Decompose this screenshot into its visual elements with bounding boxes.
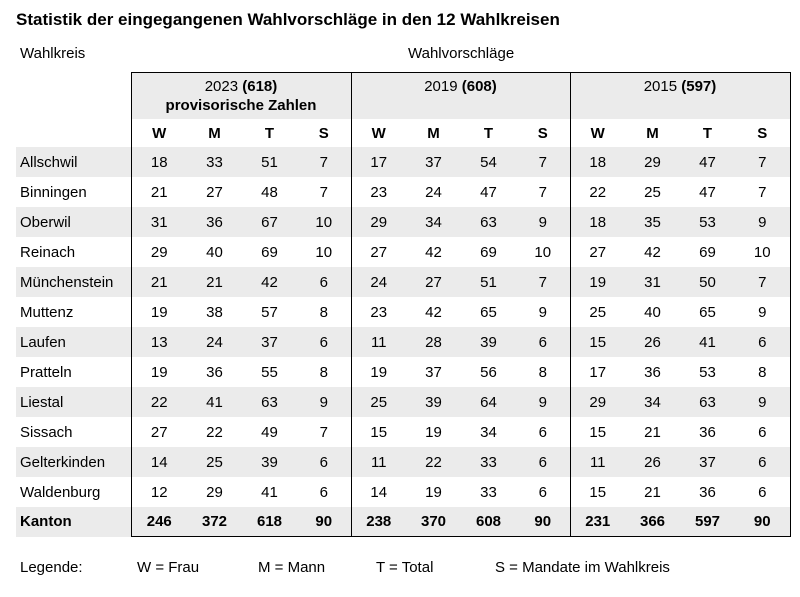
wahlkreis-label: Wahlkreis (20, 45, 86, 62)
value-cell: 37 (680, 447, 735, 477)
value-cell: 19 (351, 357, 406, 387)
value-cell: 33 (187, 147, 242, 177)
value-cell: 6 (319, 483, 328, 501)
wahlkreis-name: Laufen (16, 327, 131, 357)
group-year: 2015 (643, 78, 678, 95)
value-cell: 6 (297, 447, 351, 477)
value-cell: 40 (644, 303, 661, 321)
value-cell: 27 (570, 237, 625, 267)
wahlkreis-name: Binningen (20, 183, 87, 201)
table-row (16, 267, 790, 297)
table-row (16, 237, 790, 267)
value-cell: 33 (480, 483, 497, 501)
value-cell: 7 (735, 177, 790, 207)
value-cell: 34 (480, 423, 497, 441)
wahlvorschlaege-label: Wahlvorschläge (408, 45, 515, 62)
value-cell: 21 (644, 423, 661, 441)
column-header: W (131, 119, 187, 147)
value-cell: 39 (406, 387, 461, 417)
group-header-row (16, 73, 790, 120)
value-cell: 9 (516, 207, 570, 237)
value-cell: 29 (625, 147, 680, 177)
value-cell: 26 (625, 327, 680, 357)
value-cell: 10 (534, 243, 552, 261)
value-cell: 47 (699, 183, 716, 201)
value-cell: 54 (461, 147, 516, 177)
value-cell: 65 (699, 303, 716, 321)
value-cell: 57 (261, 303, 278, 321)
value-cell: 27 (206, 183, 223, 201)
value-cell: 42 (242, 267, 297, 297)
value-cell: 13 (131, 327, 187, 357)
table-row (16, 297, 790, 327)
value-cell: 6 (735, 477, 790, 507)
value-cell: 26 (625, 447, 680, 477)
value-cell: 47 (480, 183, 497, 201)
column-header: M (646, 124, 659, 142)
table-row (16, 207, 790, 237)
value-cell: 25 (351, 387, 406, 417)
total-cell: 246 (131, 507, 187, 537)
wahlkreis-name: Sissach (20, 423, 73, 441)
corner-cell (16, 73, 131, 120)
value-cell: 7 (319, 183, 328, 201)
wahlkreis-name: Liestal (16, 387, 131, 417)
value-cell: 36 (699, 483, 716, 501)
value-cell: 25 (570, 297, 625, 327)
wahlkreis-name: Reinach (20, 243, 76, 261)
value-cell: 19 (425, 423, 442, 441)
value-cell: 53 (699, 363, 716, 381)
value-cell: 56 (480, 363, 497, 381)
legend-item-m: M = Mann (258, 559, 326, 576)
value-cell: 51 (242, 147, 297, 177)
value-cell: 17 (351, 147, 406, 177)
value-cell: 6 (538, 483, 547, 501)
value-cell: 29 (351, 207, 406, 237)
value-cell: 8 (319, 363, 328, 381)
total-cell: 90 (516, 507, 570, 537)
value-cell: 7 (735, 147, 790, 177)
statistics-table (16, 72, 791, 537)
value-cell: 22 (570, 177, 625, 207)
value-cell: 69 (480, 243, 497, 261)
wahlkreis-name: Allschwil (16, 147, 131, 177)
value-cell: 64 (461, 387, 516, 417)
value-cell: 9 (516, 387, 570, 417)
value-cell: 69 (261, 243, 278, 261)
value-cell: 7 (319, 423, 328, 441)
total-cell: 597 (680, 507, 735, 537)
page-title: Statistik der eingegangenen Wahlvorschläge in den 12 Wahlkreisen (16, 10, 560, 29)
value-cell: 22 (206, 423, 223, 441)
value-cell: 10 (315, 243, 333, 261)
value-cell: 55 (261, 363, 278, 381)
value-cell: 35 (625, 207, 680, 237)
value-cell: 10 (735, 237, 790, 267)
total-cell: 370 (406, 507, 461, 537)
value-cell: 9 (538, 303, 547, 321)
value-cell: 6 (735, 417, 790, 447)
value-cell: 47 (680, 147, 735, 177)
value-cell: 9 (735, 297, 790, 327)
value-cell: 36 (699, 423, 716, 441)
value-cell: 6 (735, 327, 790, 357)
value-cell: 39 (242, 447, 297, 477)
value-cell: 7 (516, 267, 570, 297)
wahlkreis-name: Waldenburg (20, 483, 101, 501)
value-cell: 8 (735, 357, 790, 387)
column-header: W (351, 119, 406, 147)
wahlkreis-name: Gelterkinden (16, 447, 131, 477)
value-cell: 7 (516, 147, 570, 177)
group-year: 2023 (204, 78, 239, 95)
table-row (16, 417, 790, 447)
value-cell: 38 (206, 303, 223, 321)
group-header-2023 (131, 73, 351, 120)
total-label: Kanton (16, 507, 131, 537)
group-year-line (352, 77, 570, 96)
table-row (16, 387, 790, 417)
table-row (16, 357, 790, 387)
value-cell: 63 (461, 207, 516, 237)
column-header: M (427, 124, 440, 142)
value-cell: 15 (570, 417, 625, 447)
value-cell: 27 (351, 237, 406, 267)
group-total: (608) (461, 78, 497, 95)
value-cell: 24 (351, 267, 406, 297)
value-cell: 11 (570, 447, 625, 477)
value-cell: 29 (131, 237, 187, 267)
total-cell: 90 (735, 507, 790, 537)
value-cell: 31 (625, 267, 680, 297)
value-cell: 12 (131, 477, 187, 507)
value-cell: 28 (406, 327, 461, 357)
value-cell: 23 (351, 297, 406, 327)
value-cell: 42 (425, 243, 442, 261)
value-cell: 27 (131, 417, 187, 447)
value-cell: 23 (351, 177, 406, 207)
total-cell: 618 (242, 507, 297, 537)
legend-item-s: S = Mandate im Wahlkreis (495, 559, 670, 576)
value-cell: 21 (644, 483, 661, 501)
total-cell: 366 (625, 507, 680, 537)
value-cell: 37 (406, 147, 461, 177)
value-cell: 18 (131, 147, 187, 177)
value-cell: 11 (351, 447, 406, 477)
total-cell: 372 (187, 507, 242, 537)
value-cell: 9 (735, 387, 790, 417)
total-cell: 238 (351, 507, 406, 537)
value-cell: 36 (644, 363, 661, 381)
value-cell: 69 (699, 243, 716, 261)
value-cell: 42 (425, 303, 442, 321)
value-cell: 36 (187, 207, 242, 237)
column-header: M (208, 124, 221, 142)
value-cell: 39 (461, 327, 516, 357)
value-cell: 29 (570, 387, 625, 417)
value-cell: 25 (187, 447, 242, 477)
table-row (16, 447, 790, 477)
value-cell: 19 (131, 297, 187, 327)
value-cell: 34 (406, 207, 461, 237)
value-cell: 49 (261, 423, 278, 441)
value-cell: 48 (261, 183, 278, 201)
group-total: (618) (242, 78, 278, 95)
column-header: S (318, 124, 329, 142)
legend-item-w: W = Frau (137, 559, 200, 576)
value-cell: 27 (406, 267, 461, 297)
value-cell: 50 (680, 267, 735, 297)
value-cell: 22 (406, 447, 461, 477)
column-header: T (483, 124, 494, 142)
value-cell: 31 (131, 207, 187, 237)
value-cell: 18 (570, 207, 625, 237)
value-cell: 10 (297, 207, 351, 237)
value-cell: 24 (187, 327, 242, 357)
column-header: S (537, 124, 548, 142)
value-cell: 19 (570, 267, 625, 297)
value-cell: 15 (570, 327, 625, 357)
value-cell: 8 (319, 303, 328, 321)
group-note: provisorische Zahlen (165, 97, 317, 114)
table-row (16, 327, 790, 357)
corner-cell (16, 119, 131, 147)
wahlkreis-name: Pratteln (20, 363, 72, 381)
value-cell: 9 (735, 207, 790, 237)
column-header: W (570, 119, 625, 147)
column-header: T (264, 124, 275, 142)
value-cell: 41 (680, 327, 735, 357)
value-cell: 63 (680, 387, 735, 417)
value-cell: 19 (131, 357, 187, 387)
column-header: S (735, 119, 790, 147)
value-cell: 29 (206, 483, 223, 501)
value-cell: 67 (242, 207, 297, 237)
value-cell: 37 (425, 363, 442, 381)
value-cell: 25 (644, 183, 661, 201)
wahlkreis-name: Oberwil (16, 207, 131, 237)
value-cell: 7 (297, 147, 351, 177)
value-cell: 6 (297, 267, 351, 297)
value-cell: 11 (351, 327, 406, 357)
total-cell: 608 (461, 507, 516, 537)
value-cell: 41 (261, 483, 278, 501)
value-cell: 21 (131, 267, 187, 297)
sub-header-row (16, 119, 790, 147)
legend-label: Legende: (20, 559, 83, 576)
value-cell: 6 (538, 423, 547, 441)
value-cell: 21 (187, 267, 242, 297)
value-cell: 63 (242, 387, 297, 417)
total-cell: 90 (297, 507, 351, 537)
value-cell: 6 (297, 327, 351, 357)
value-cell: 7 (538, 183, 547, 201)
value-cell: 21 (131, 177, 187, 207)
value-cell: 22 (131, 387, 187, 417)
value-cell: 14 (131, 447, 187, 477)
value-cell: 18 (570, 147, 625, 177)
value-cell: 17 (570, 357, 625, 387)
group-year-line (132, 77, 351, 96)
value-cell: 6 (516, 447, 570, 477)
value-cell: 41 (187, 387, 242, 417)
group-header-2019 (351, 73, 570, 120)
value-cell: 34 (625, 387, 680, 417)
value-cell: 6 (735, 447, 790, 477)
value-cell: 15 (570, 477, 625, 507)
value-cell: 14 (351, 477, 406, 507)
table-row (16, 147, 790, 177)
table-row (16, 177, 790, 207)
value-cell: 9 (297, 387, 351, 417)
value-cell: 24 (425, 183, 442, 201)
value-cell: 36 (206, 363, 223, 381)
value-cell: 19 (425, 483, 442, 501)
value-cell: 15 (351, 417, 406, 447)
value-cell: 65 (480, 303, 497, 321)
legend-item-t: T = Total (376, 559, 434, 576)
wahlkreis-name: Muttenz (20, 303, 74, 321)
value-cell: 6 (516, 327, 570, 357)
wahlkreis-name: Münchenstein (16, 267, 131, 297)
value-cell: 53 (680, 207, 735, 237)
table-row (16, 477, 790, 507)
value-cell: 40 (206, 243, 223, 261)
value-cell: 42 (644, 243, 661, 261)
group-year: 2019 (424, 78, 458, 95)
group-year-line (571, 77, 790, 96)
value-cell: 33 (461, 447, 516, 477)
value-cell: 7 (735, 267, 790, 297)
group-total: (597) (681, 78, 717, 95)
value-cell: 37 (242, 327, 297, 357)
group-header-2015 (570, 73, 790, 120)
value-cell: 8 (538, 363, 547, 381)
value-cell: 51 (461, 267, 516, 297)
column-header: T (702, 124, 713, 142)
total-cell: 231 (570, 507, 625, 537)
total-row (16, 507, 790, 537)
